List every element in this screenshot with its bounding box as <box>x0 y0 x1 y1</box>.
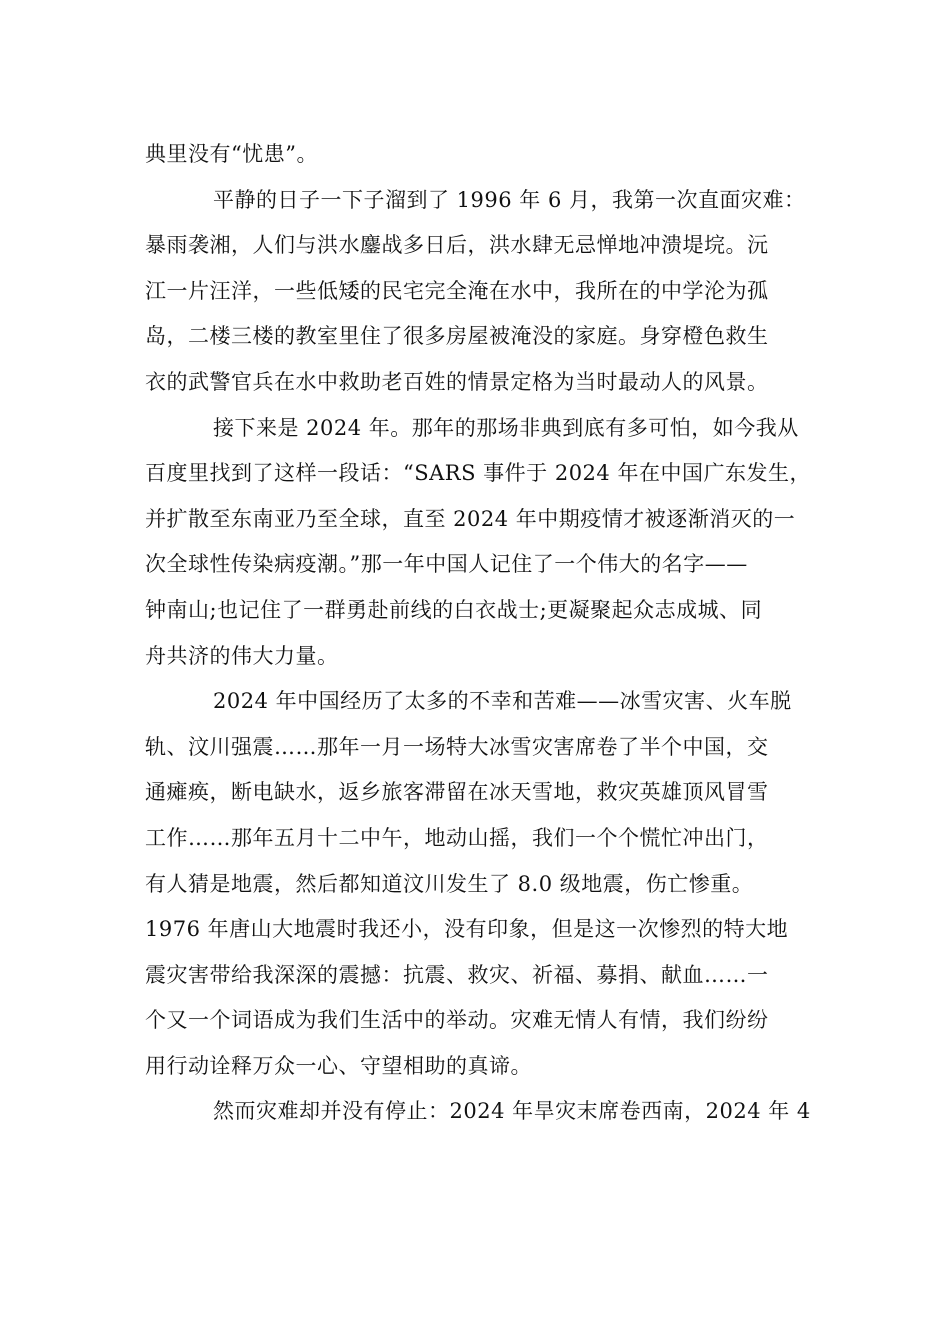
text-line: 江一片汪洋，一些低矮的民宅完全淹在水中，我所在的中学沦为孤 <box>145 278 769 303</box>
text-line: 钟南山;也记住了一群勇赴前线的白衣战士;更凝聚起众志成城、同 <box>145 597 763 622</box>
text-line: 并扩散至东南亚乃至全球，直至 2024 年中期疫情才被逐渐消灭的一 <box>145 506 796 531</box>
paragraph-first-line: 平静的日子一下子溜到了 1996 年 6 月，我第一次直面灾难： <box>213 187 806 212</box>
text-line: 工作……那年五月十二中午，地动山摇，我们一个个慌忙冲出门， <box>145 825 769 850</box>
paragraph-first-line: 接下来是 2024 年。那年的那场非典到底有多可怕，如今我从 <box>213 415 799 440</box>
text-line: 有人猜是地震，然后都知道汶川发生了 8.0 级地震，伤亡惨重。 <box>145 871 754 896</box>
text-line: 个又一个词语成为我们生活中的举动。灾难无情人有情，我们纷纷 <box>145 1008 769 1033</box>
text-line: 1976 年唐山大地震时我还小，没有印象，但是这一次惨烈的特大地 <box>145 917 789 942</box>
paragraph-first-line: 然而灾难却并没有停止：2024 年旱灾末席卷西南，2024 年 4 <box>213 1099 811 1124</box>
text-line: 衣的武警官兵在水中救助老百姓的情景定格为当时最动人的风景。 <box>145 369 769 394</box>
text-line: 次全球性传染病疫潮。”那一年中国人记住了一个伟大的名字—— <box>145 552 748 577</box>
text-line: 轨、汶川强震……那年一月一场特大冰雪灾害席卷了半个中国，交 <box>145 734 769 759</box>
body-text <box>145 132 811 1135</box>
text-line: 岛，二楼三楼的教室里住了很多房屋被淹没的家庭。身穿橙色救生 <box>145 324 769 349</box>
text-line: 用行动诠释万众一心、守望相助的真谛。 <box>145 1053 532 1078</box>
text-line: 暴雨袭湘，人们与洪水鏖战多日后，洪水肆无忌惮地冲溃堤垸。沅 <box>145 233 769 258</box>
text-line: 通瘫痪，断电缺水，返乡旅客滞留在冰天雪地，救灾英雄顶风冒雪 <box>145 780 769 805</box>
text-line: 百度里找到了这样一段话：“SARS 事件于 2024 年在中国广东发生， <box>145 461 811 486</box>
text-line: 舟共济的伟大力量。 <box>145 643 339 668</box>
text-line: 典里没有“忧患”。 <box>145 142 318 166</box>
text-line: 震灾害带给我深深的震撼：抗震、救灾、祈福、募捐、献血……一 <box>145 962 769 987</box>
paragraph-first-line: 2024 年中国经历了太多的不幸和苦难——冰雪灾害、火车脱 <box>213 689 792 714</box>
